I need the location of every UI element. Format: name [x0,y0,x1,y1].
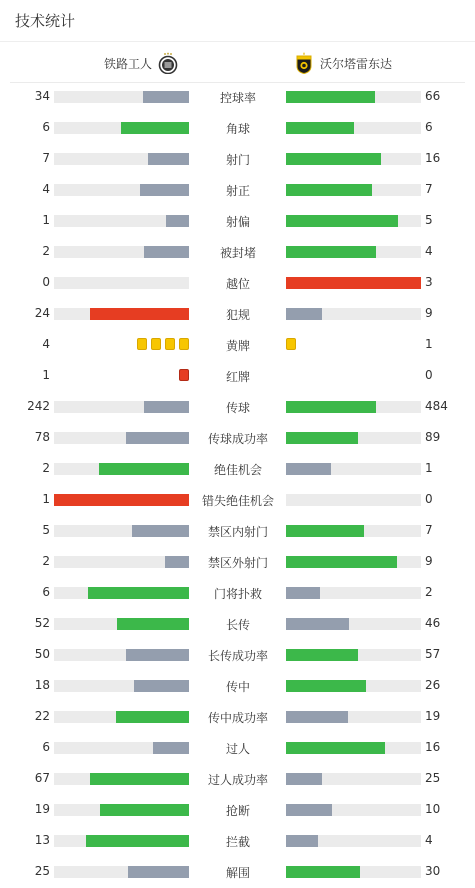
away-bar-fill [286,153,381,165]
away-bar-fill [286,91,375,103]
home-bar-track [54,866,189,878]
away-bar-track [286,618,421,630]
away-bar-track [286,432,421,444]
home-value: 18 [34,678,50,692]
home-bar-fill [165,556,189,568]
home-value: 242 [27,399,50,413]
home-bar-track [54,587,189,599]
stat-row [0,237,475,268]
home-bar-track [54,122,189,134]
stat-label: 射门 [225,153,250,167]
away-bar-track [286,773,421,785]
home-bar-track [54,711,189,723]
home-bar-track [54,680,189,692]
away-value: 30 [425,864,441,878]
home-bar-fill [88,587,189,599]
stat-label: 传球成功率 [207,432,268,446]
away-bar-track [286,494,421,506]
home-bar-fill [140,184,189,196]
away-bar-fill [286,463,331,475]
home-bar-track [54,277,189,289]
yellow-card-icon [179,338,189,350]
yellow-card-icon [165,338,175,350]
home-bar-track [54,494,189,506]
home-bar-fill [128,866,189,878]
home-value: 2 [42,554,50,568]
stat-label: 过人成功率 [207,773,268,787]
stat-row [0,299,475,330]
away-value: 26 [425,678,441,692]
stat-row [0,578,475,609]
away-bar-fill [286,742,385,754]
away-bar-track [286,308,421,320]
stat-row [0,764,475,795]
home-team[interactable] [104,52,178,74]
stat-row [0,485,475,516]
away-bar-track [286,556,421,568]
stat-label: 长传 [225,618,250,632]
home-bar-fill [132,525,189,537]
away-bar-track [286,587,421,599]
home-value: 13 [34,833,50,847]
away-value: 1 [425,337,433,351]
away-bar-fill [286,277,421,289]
away-bar-fill [286,680,366,692]
stat-label: 长传成功率 [207,649,268,663]
away-bar-fill [286,525,364,537]
home-bar-track [54,773,189,785]
away-bar-track [286,680,421,692]
home-bar-track [54,525,189,537]
home-bar-track [54,804,189,816]
home-value: 24 [34,306,50,320]
home-value: 2 [42,461,50,475]
away-bar-track [286,835,421,847]
away-bar-track [286,401,421,413]
away-bar-track [286,742,421,754]
away-bar-track [286,122,421,134]
home-bar-fill [86,835,189,847]
away-bar-fill [286,649,358,661]
stat-label: 门将扑救 [213,587,262,601]
away-bar-track [286,277,421,289]
away-bar-track [286,153,421,165]
home-value: 6 [42,740,50,754]
home-value: 4 [42,337,50,351]
home-bar-track [54,401,189,413]
away-value: 4 [425,833,433,847]
stat-row [0,702,475,733]
away-bar-fill [286,401,376,413]
home-bar-fill [148,153,189,165]
away-value: 16 [425,740,441,754]
home-bar-fill [99,463,189,475]
stat-row [0,82,475,113]
stat-label: 错失绝佳机会 [201,494,274,508]
home-bar-track [54,308,189,320]
away-bar-fill [286,773,322,785]
stat-label: 绝佳机会 [213,463,262,477]
away-bar-track [286,804,421,816]
home-value: 1 [42,368,50,382]
stat-row [0,206,475,237]
home-value: 50 [34,647,50,661]
home-value: 78 [34,430,50,444]
stat-label: 禁区外射门 [207,556,268,570]
away-bar-fill [286,866,360,878]
away-value: 2 [425,585,433,599]
home-value: 2 [42,244,50,258]
away-team[interactable] [294,52,392,74]
home-bar-fill [117,618,189,630]
stat-label: 控球率 [219,91,256,105]
away-bar-fill [286,184,372,196]
stat-label: 禁区内射门 [207,525,268,539]
home-value: 25 [34,864,50,878]
away-bar-track [286,866,421,878]
home-value: 1 [42,492,50,506]
home-bar-fill [144,401,189,413]
away-bar-fill [286,215,398,227]
away-value: 25 [425,771,441,785]
stat-label: 黄牌 [225,339,250,353]
away-value: 7 [425,523,433,537]
away-value: 57 [425,647,441,661]
stat-row [0,795,475,826]
stat-label: 红牌 [225,370,250,384]
home-bar-fill [90,308,189,320]
home-bar-fill [134,680,189,692]
home-bar-fill [153,742,189,754]
home-bar-fill [100,804,189,816]
home-team-crest-icon [158,52,178,74]
yellow-card-icon [151,338,161,350]
stat-row [0,330,475,361]
away-bar-track [286,649,421,661]
stat-row [0,857,475,888]
home-bar-fill [166,215,189,227]
home-bar-track [54,153,189,165]
home-bar-track [54,556,189,568]
away-bar-track [286,91,421,103]
stat-row [0,268,475,299]
stat-row [0,454,475,485]
stat-row [0,392,475,423]
away-value: 0 [425,368,433,382]
away-value: 6 [425,120,433,134]
away-value: 5 [425,213,433,227]
away-value: 9 [425,554,433,568]
stat-row [0,113,475,144]
stat-label: 射正 [225,184,250,198]
home-value: 19 [34,802,50,816]
stat-row [0,144,475,175]
away-value: 19 [425,709,441,723]
home-bar-fill [116,711,189,723]
stat-label: 传中 [225,680,250,694]
away-bar-fill [286,711,348,723]
home-bar-track [54,649,189,661]
home-cards [137,338,189,350]
yellow-card-icon [286,338,296,350]
stat-row [0,609,475,640]
away-cards [286,338,296,350]
stat-row [0,516,475,547]
home-bar-fill [121,122,189,134]
away-value: 16 [425,151,441,165]
away-bar-fill [286,835,318,847]
away-bar-fill [286,804,332,816]
away-bar-fill [286,556,397,568]
home-bar-track [54,432,189,444]
home-bar-track [54,184,189,196]
away-bar-fill [286,618,349,630]
away-value: 0 [425,492,433,506]
stat-row [0,361,475,392]
page-title: 技术统计 [15,12,76,30]
stat-row [0,423,475,454]
away-bar-track [286,463,421,475]
stat-row [0,733,475,764]
stat-row [0,547,475,578]
home-value: 6 [42,120,50,134]
away-value: 10 [425,802,441,816]
stat-label: 传中成功率 [207,711,268,725]
stat-label: 射偏 [225,215,250,229]
home-value: 34 [34,89,50,103]
home-bar-fill [144,246,189,258]
away-value: 66 [425,89,441,103]
stat-label: 被封堵 [219,246,256,260]
header [0,0,475,42]
away-bar-fill [286,432,358,444]
stat-label: 过人 [225,742,250,756]
teams-header [10,42,465,83]
stat-label: 抢断 [225,804,250,818]
home-bar-fill [54,494,189,506]
stat-row [0,175,475,206]
away-bar-track [286,215,421,227]
away-value: 89 [425,430,441,444]
home-value: 6 [42,585,50,599]
away-bar-track [286,525,421,537]
away-bar-fill [286,122,354,134]
stat-label: 解围 [225,866,250,880]
stat-label: 传球 [225,401,250,415]
home-value: 1 [42,213,50,227]
away-bar-fill [286,587,320,599]
home-value: 0 [42,275,50,289]
home-bar-track [54,91,189,103]
away-bar-track [286,246,421,258]
home-bar-track [54,246,189,258]
red-card-icon [179,369,189,381]
stat-label: 越位 [225,277,250,291]
away-value: 9 [425,306,433,320]
away-bar-track [286,184,421,196]
stat-label: 拦截 [225,835,250,849]
home-bar-track [54,215,189,227]
stat-row [0,826,475,857]
away-value: 1 [425,461,433,475]
away-value: 7 [425,182,433,196]
yellow-card-icon [137,338,147,350]
home-value: 22 [34,709,50,723]
away-bar-track [286,711,421,723]
home-value: 7 [42,151,50,165]
home-bar-fill [126,649,189,661]
home-bar-track [54,835,189,847]
home-value: 4 [42,182,50,196]
stat-label: 犯规 [225,308,250,322]
home-value: 67 [34,771,50,785]
home-value: 5 [42,523,50,537]
home-value: 52 [34,616,50,630]
home-bar-fill [90,773,189,785]
home-team-name: 铁路工人 [103,56,152,71]
home-cards [179,369,189,381]
home-bar-fill [126,432,189,444]
away-team-crest-icon [294,52,314,74]
away-bar-fill [286,246,376,258]
away-value: 46 [425,616,441,630]
home-bar-fill [143,91,189,103]
home-bar-track [54,463,189,475]
home-bar-track [54,742,189,754]
stat-label: 角球 [225,122,250,136]
away-value: 484 [425,399,448,413]
away-team-name: 沃尔塔雷东达 [320,56,393,71]
away-value: 4 [425,244,433,258]
stat-row [0,671,475,702]
stat-row [0,640,475,671]
away-bar-fill [286,308,322,320]
home-bar-track [54,618,189,630]
away-value: 3 [425,275,433,289]
